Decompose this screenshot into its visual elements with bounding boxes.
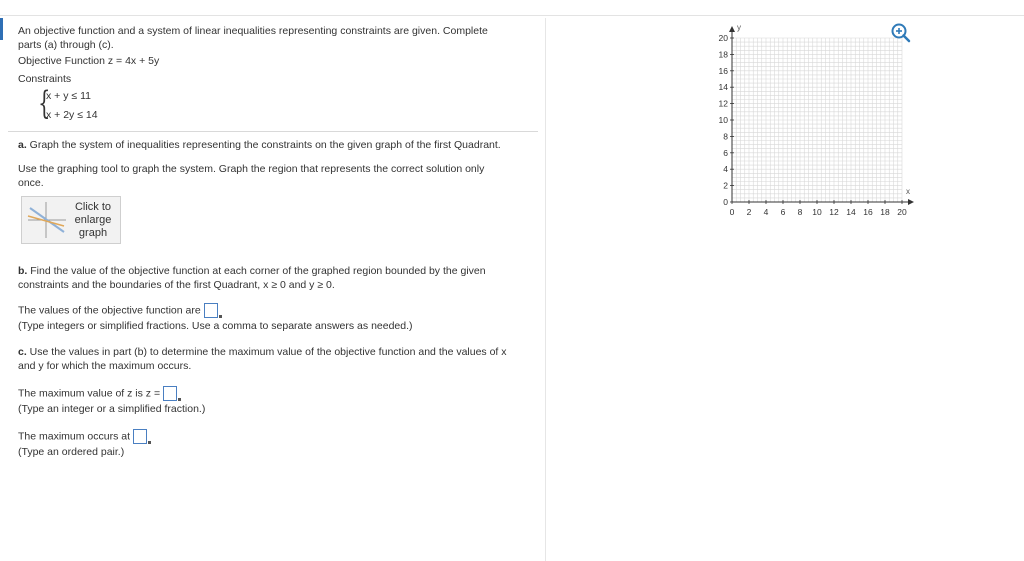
- constraint-2: x + 2y ≤ 14: [46, 109, 98, 121]
- max-value-prompt: The maximum value of z is z =: [18, 387, 161, 400]
- y-tick-label: 12: [718, 98, 728, 109]
- part-b-prompt: The values of the objective function are: [18, 304, 201, 317]
- max-value-input[interactable]: [163, 386, 177, 401]
- part-c-text-1: Use the values in part (b) to determine the maximum value of the objective function and the values of x: [26, 346, 507, 358]
- objective-values-input[interactable]: [204, 303, 218, 318]
- part-b-hint: (Type integers or simplified fractions. Use a comma to separate answers as needed.): [18, 320, 413, 332]
- x-tick-label: 18: [880, 207, 890, 217]
- panel-divider: [545, 18, 546, 561]
- max-occurs-input[interactable]: [133, 429, 147, 444]
- part-c-label: c.: [18, 346, 27, 358]
- max-value-row: [18, 386, 538, 401]
- enlarge-line-2: enlarge: [74, 213, 112, 226]
- section-divider: [8, 131, 538, 132]
- zoom-in-icon[interactable]: [890, 22, 912, 44]
- period-mark: [148, 441, 151, 444]
- x-tick-label: 20: [897, 207, 907, 217]
- part-c-question: [18, 345, 538, 373]
- intro-line-2: parts (a) through (c).: [18, 39, 114, 51]
- y-tick-label: 14: [718, 82, 728, 93]
- question-accent-bar: [0, 18, 3, 40]
- period-mark: [219, 315, 222, 318]
- constraints-label: Constraints: [18, 73, 72, 85]
- enlarge-line-1: Click to: [74, 200, 112, 213]
- x-tick-label: 12: [829, 207, 839, 217]
- intro-text: [18, 24, 538, 52]
- x-tick-label: 14: [846, 207, 856, 217]
- max-occurs-hint: (Type an ordered pair.): [18, 446, 125, 458]
- x-tick-label: 10: [812, 207, 822, 217]
- max-occurs-prompt: The maximum occurs at: [18, 430, 131, 443]
- objective-function: Objective Function z = 4x + 5y: [18, 55, 160, 67]
- part-b-label: b.: [18, 265, 28, 277]
- period-mark: [178, 398, 181, 401]
- x-tick-label: 16: [863, 207, 873, 217]
- question-panel: [18, 24, 538, 459]
- part-b-answer-row: [18, 303, 538, 318]
- x-tick-label: 2: [746, 207, 752, 217]
- part-a-text: Graph the system of inequalities representing the constraints on the given graph of the first Quadrant.: [26, 139, 501, 151]
- enlarge-graph-button[interactable]: [21, 196, 121, 244]
- top-divider: [0, 15, 1024, 16]
- y-tick-label: 8: [723, 131, 728, 142]
- part-b-text-2: constraints and the boundaries of the first Quadrant, x ≥ 0 and y ≥ 0.: [18, 279, 335, 291]
- y-tick-label: 0: [723, 197, 728, 207]
- max-value-hint: (Type an integer or a simplified fraction.): [18, 403, 206, 415]
- instruction-line-1: Use the graphing tool to graph the system. Graph the region that represents the correct solution only: [18, 163, 485, 175]
- x-tick-label: 8: [797, 207, 803, 217]
- coordinate-graph[interactable]: [705, 22, 915, 227]
- y-axis-arrow: [729, 26, 735, 32]
- constraint-1: x + y ≤ 11: [46, 90, 91, 102]
- enlarge-line-3: graph: [78, 226, 108, 239]
- x-tick-label: 4: [763, 207, 769, 217]
- y-tick-label: 10: [718, 115, 728, 125]
- part-a-label: a.: [18, 139, 27, 151]
- part-a-instruction: [18, 162, 538, 190]
- part-a-question: [18, 138, 538, 152]
- part-b-question: [18, 264, 538, 292]
- constraint-system: [36, 84, 538, 123]
- y-tick-label: 20: [718, 33, 728, 43]
- x-tick-label: 6: [780, 207, 786, 217]
- max-occurs-row: [18, 429, 538, 444]
- x-axis-arrow: [908, 199, 914, 205]
- y-tick-label: 4: [723, 164, 728, 175]
- enlarge-graph-label: [70, 201, 120, 240]
- intro-line-1: An objective function and a system of linear inequalities representing constraints are given. Complete: [18, 25, 488, 37]
- graph-thumbnail-icon: [24, 198, 70, 242]
- y-tick-label: 2: [723, 180, 728, 191]
- y-axis-label: y: [737, 23, 741, 32]
- x-axis-label: x: [906, 187, 910, 196]
- y-tick-label: 16: [718, 65, 728, 76]
- part-c-text-2: and y for which the maximum occurs.: [18, 360, 192, 372]
- brace-symbol: {: [38, 84, 51, 122]
- x-tick-label: 0: [729, 207, 735, 217]
- y-tick-label: 18: [718, 49, 728, 60]
- y-tick-label: 6: [723, 147, 728, 158]
- part-b-text-1: Find the value of the objective function at each corner of the graphed region bounded by the given: [27, 265, 486, 277]
- instruction-line-2: once.: [18, 177, 44, 189]
